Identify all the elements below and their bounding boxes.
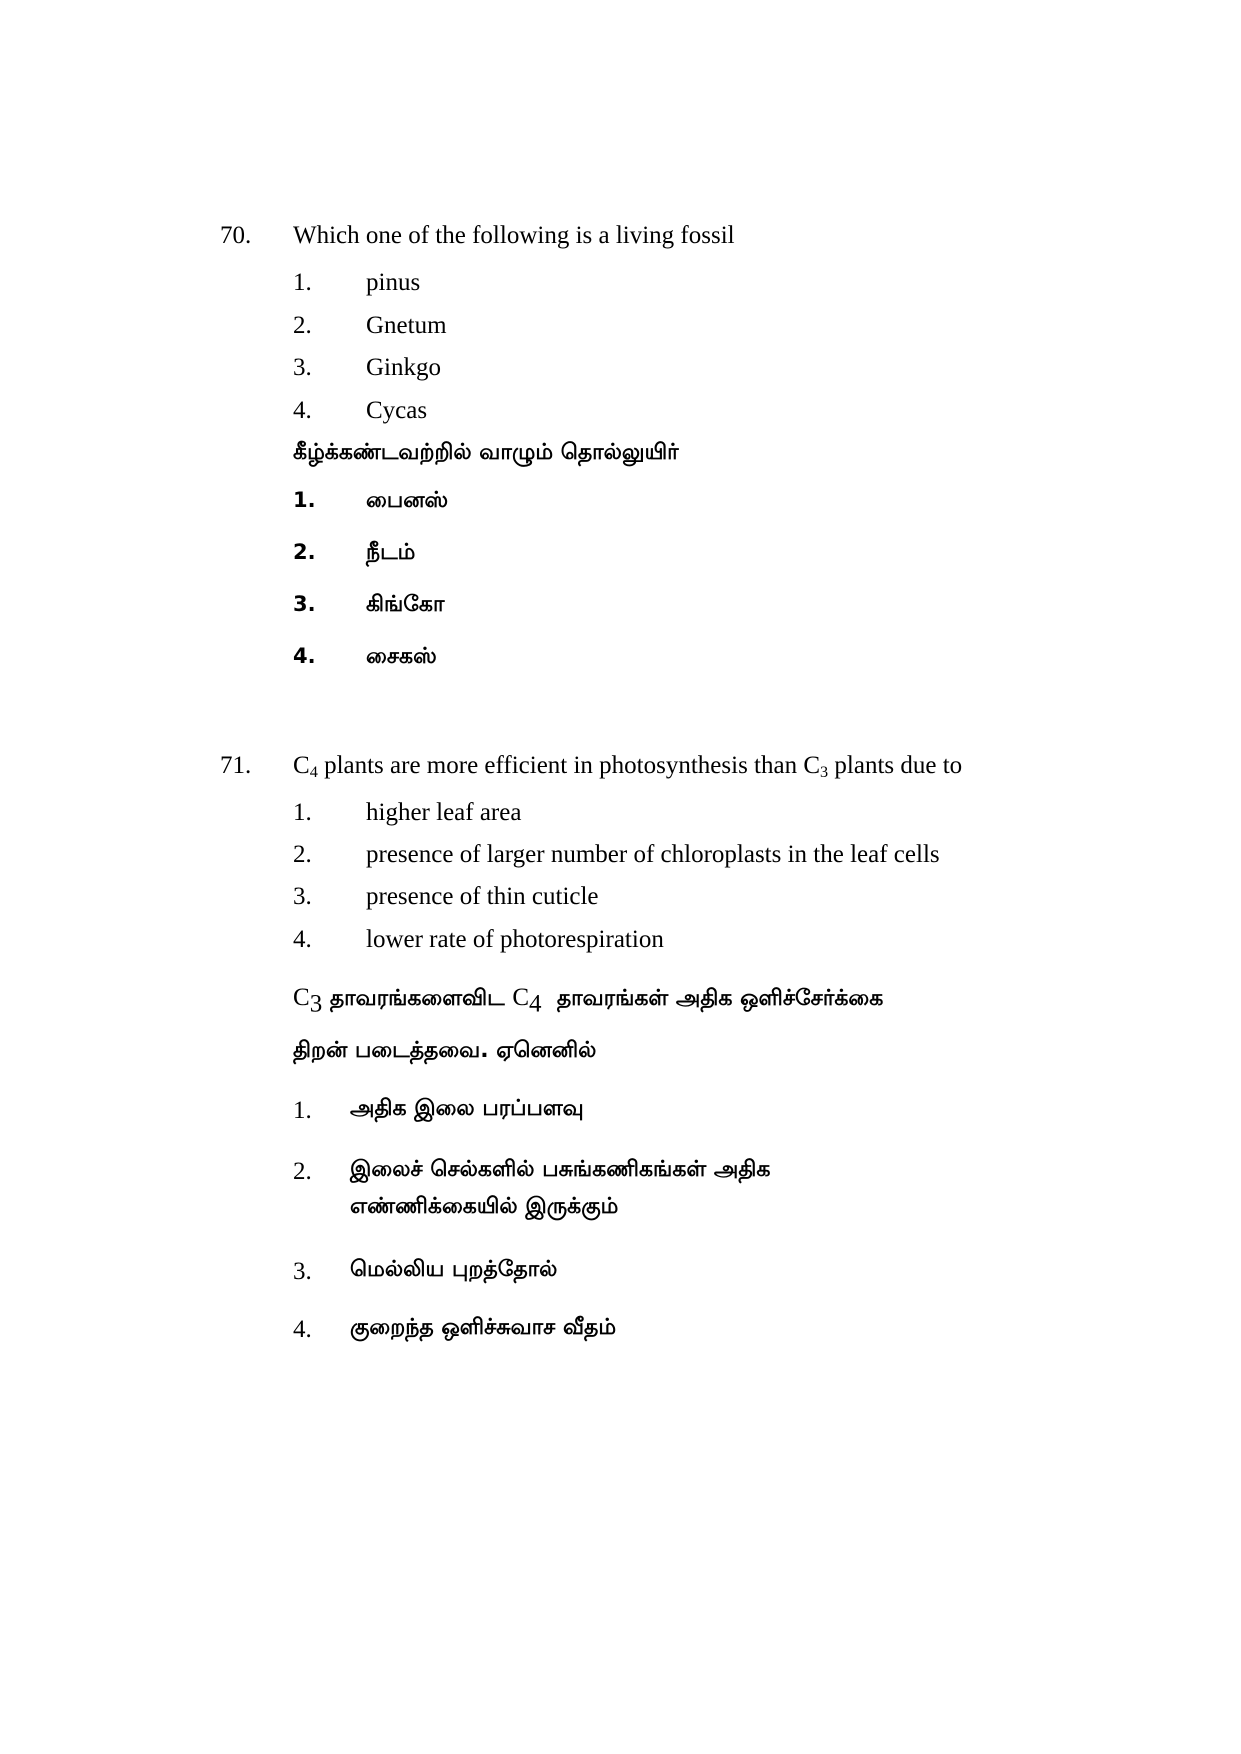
option-text-en: Ginkgo: [366, 354, 441, 381]
option-number: 4.: [293, 644, 316, 668]
option-number: 2.: [293, 312, 312, 339]
option-text-ta: இலைச் செல்களில் பசுங்கணிகங்கள் அதிக: [350, 1157, 771, 1182]
subscript: 3: [309, 990, 323, 1018]
option-text-ta: கிங்கோ: [366, 592, 445, 617]
option-text-en: Gnetum: [366, 312, 447, 339]
option-text-en: lower rate of photorespiration: [366, 926, 664, 953]
option-number: 1.: [293, 488, 316, 512]
c-symbol: C: [293, 984, 310, 1011]
option-text-ta: பைனஸ்: [366, 488, 449, 513]
option-text-en: Cycas: [366, 397, 428, 424]
option-number: 3.: [293, 883, 312, 910]
c-symbol: C: [803, 752, 821, 779]
option-number: 1.: [293, 269, 312, 296]
option-text-en: pinus: [366, 269, 421, 296]
option-number: 2.: [293, 540, 316, 564]
option-text-ta: அதிக இலை பரப்பளவு: [350, 1096, 584, 1121]
option-text-ta-line2: எண்ணிக்கையில் இருக்கும்: [350, 1194, 619, 1219]
c-symbol: C: [293, 752, 310, 779]
option-number: 4.: [293, 397, 312, 424]
option-number: 2.: [293, 841, 312, 868]
option-text-en: higher leaf area: [366, 799, 522, 826]
option-text-en: presence of larger number of chloroplasts in the leaf cells: [366, 841, 940, 868]
question-stem-en: [293, 752, 963, 782]
c-symbol: C: [512, 984, 529, 1011]
question-stem-ta: [293, 984, 884, 1018]
option-number: 1.: [293, 1097, 312, 1124]
option-number: 2.: [293, 1158, 312, 1185]
option-number: 3.: [293, 354, 312, 381]
option-number: 3.: [293, 592, 316, 616]
question-number: 71.: [220, 752, 252, 779]
stem-part: தாவரங்கள் அதிக ஒளிச்சேர்க்கை: [541, 986, 884, 1011]
option-text-ta: மெல்லிய புறத்தோல்: [350, 1257, 558, 1282]
option-text-ta: குறைந்த ஒளிச்சுவாச வீதம்: [350, 1315, 617, 1340]
stem-part: plants due to: [828, 752, 963, 779]
stem-part: plants are more efficient in photosynthesis than: [317, 752, 804, 779]
stem-part: தாவரங்களைவிட: [322, 986, 513, 1011]
subscript: 4: [309, 763, 318, 782]
option-number: 4.: [293, 926, 312, 953]
option-number: 3.: [293, 1258, 312, 1285]
option-number: 1.: [293, 799, 312, 826]
subscript: 4: [529, 990, 542, 1018]
option-text-ta: நீடம்: [366, 540, 416, 565]
question-stem-ta: கீழ்க்கண்டவற்றில் வாழும் தொல்லுயிர்: [293, 440, 679, 465]
option-number: 4.: [293, 1316, 312, 1343]
option-text-ta: சைகஸ்: [366, 644, 437, 669]
question-stem-ta-line2: திறன் படைத்தவை. ஏனெனில்: [293, 1038, 597, 1063]
option-text-en: presence of thin cuticle: [366, 883, 599, 910]
question-number: 70.: [220, 222, 252, 249]
question-stem-en: Which one of the following is a living fossil: [293, 222, 735, 249]
subscript: 3: [820, 763, 829, 782]
